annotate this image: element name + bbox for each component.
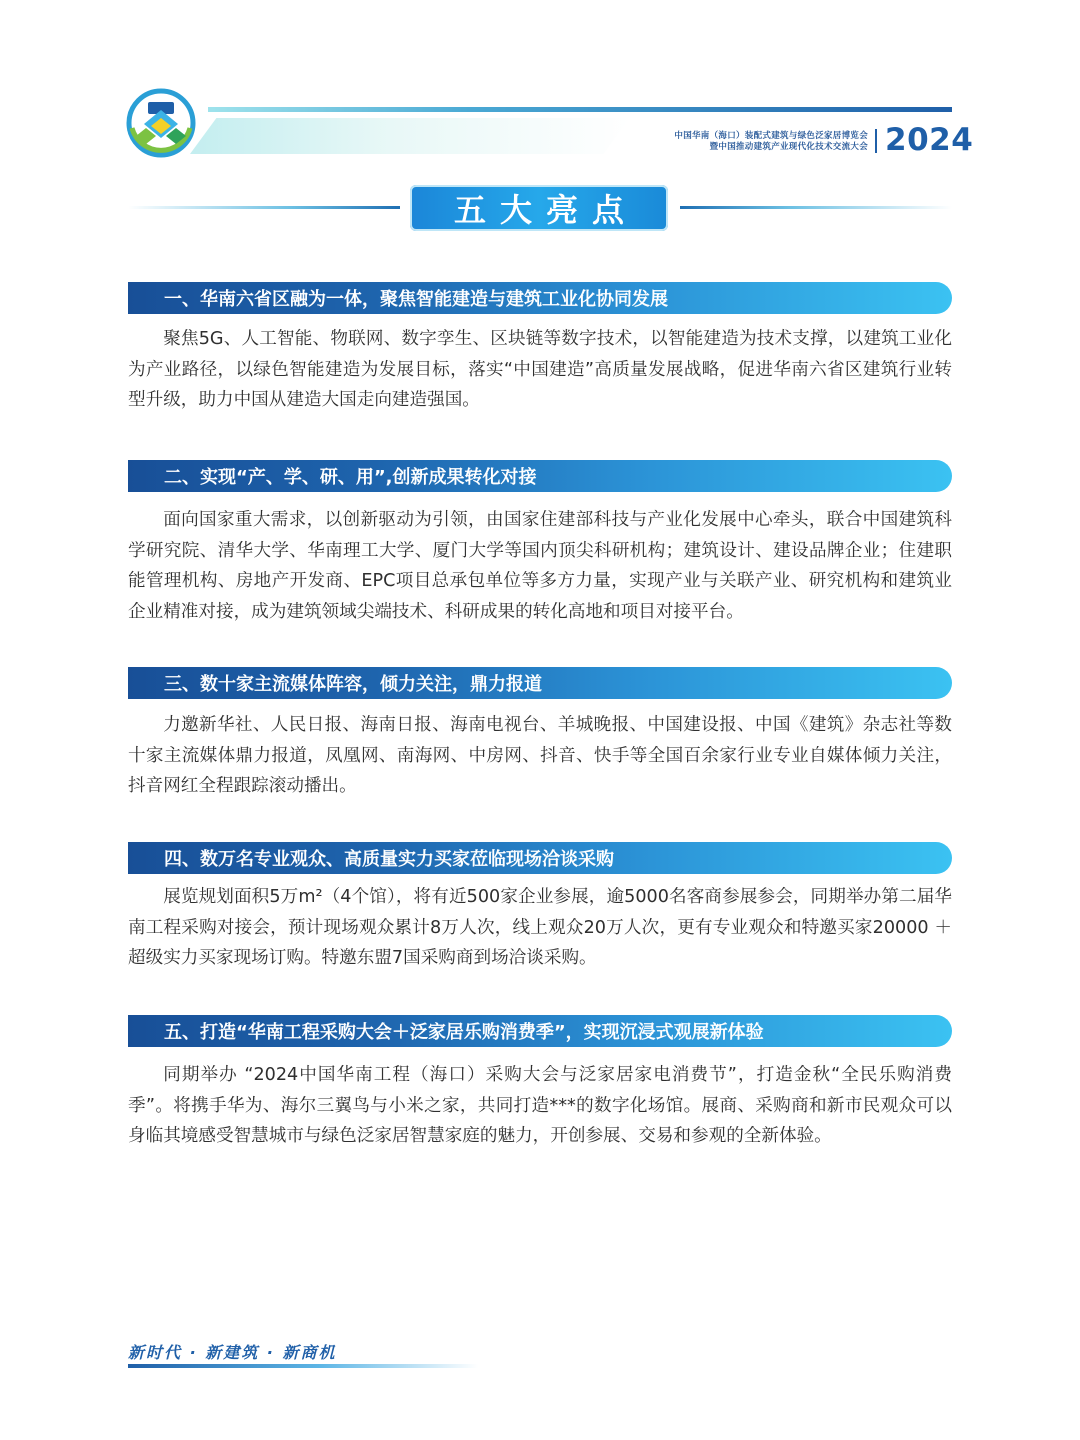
section-heading-bar: [128, 1015, 952, 1047]
expo-names: [674, 131, 868, 153]
section-heading: 一、华南六省区融为一体，聚焦智能建造与建筑工业化协同发展: [164, 289, 668, 310]
header-ribbon: [190, 118, 630, 154]
header-rule: [208, 107, 952, 112]
footer-rule: [128, 1364, 478, 1368]
expo-name-line2: 暨中国推动建筑产业现代化技术交流大会: [709, 142, 868, 152]
section-body: 力邀新华社、人民日报、海南日报、海南电视台、羊城晚报、中国建设报、中国《建筑》杂志社等数十家主流媒体鼎力报道，凤凰网、南海网、中房网、抖音、快手等全国百余家行业专业自媒体倾力关注，抖音网红全程跟踪滚动播出。: [128, 715, 952, 796]
title-rule-right: [680, 206, 952, 209]
page-title-banner: [410, 185, 668, 231]
footer-slogan: 新时代 · 新建筑 · 新商机: [128, 1343, 337, 1362]
section-heading-bar: [128, 667, 952, 699]
section-body: 同期举办 “2024中国华南工程（海口）采购大会与泛家居家电消费节”，打造金秋“全民乐购消费季”。将携手华为、海尔三翼鸟与小米之家，共同打造***的数字化场馆。展商、采购商和新市民观众可以身临其境感受智慧城市与绿色泛家居智慧家庭的魅力，开创参展、交易和参观的全新体验。: [128, 1065, 952, 1146]
section-body: 聚焦5G、人工智能、物联网、数字孪生、区块链等数字技术，以智能建造为技术支撑，以建筑工业化为产业路径，以绿色智能建造为发展目标，落实“中国建造”高质量发展战略，促进华南六省区建筑行业转型升级，助力中国从建造大国走向建造强国。: [128, 329, 952, 410]
year-separator: [875, 129, 877, 153]
expo-logo-icon: [126, 88, 196, 158]
expo-name-line1: 中国华南（海口）装配式建筑与绿色泛家居博览会: [674, 131, 868, 141]
section-heading: 四、数万名专业观众、高质量实力买家莅临现场洽谈采购: [164, 849, 614, 870]
section-heading-bar: [128, 460, 952, 492]
section-body: 展览规划面积5万m²（4个馆），将有近500家企业参展，逾5000名客商参展参会，同期举办第二届华南工程采购对接会，预计现场观众累计8万人次，线上观众20万人次，更有专业观众和特邀买家20000 ＋超级实力买家现场订购。特邀东盟7国采购商到场洽谈采购。: [128, 887, 952, 968]
title-rule-left: [128, 206, 400, 209]
section-body: 面向国家重大需求，以创新驱动为引领，由国家住建部科技与产业化发展中心牵头，联合中国建筑科学研究院、清华大学、华南理工大学、厦门大学等国内顶尖科研机构；建筑设计、建设品牌企业；住建职能管理机构、房地产开发商、EPC项目总承包单位等多方力量，实现产业与关联产业、研究机构和建筑业企业精准对接，成为建筑领域尖端技术、科研成果的转化高地和项目对接平台。: [128, 510, 952, 622]
page-title: 五大亮点: [453, 191, 638, 229]
section-heading: 五、打造“华南工程采购大会＋泛家居乐购消费季”，实现沉浸式观展新体验: [164, 1022, 764, 1043]
section-heading-bar: [128, 842, 952, 874]
section-heading: 三、数十家主流媒体阵容，倾力关注，鼎力报道: [164, 674, 542, 695]
section-heading-bar: [128, 282, 952, 314]
header-year: 2024: [885, 122, 974, 158]
section-heading: 二、实现“产、学、研、用”,创新成果转化对接: [164, 467, 537, 488]
